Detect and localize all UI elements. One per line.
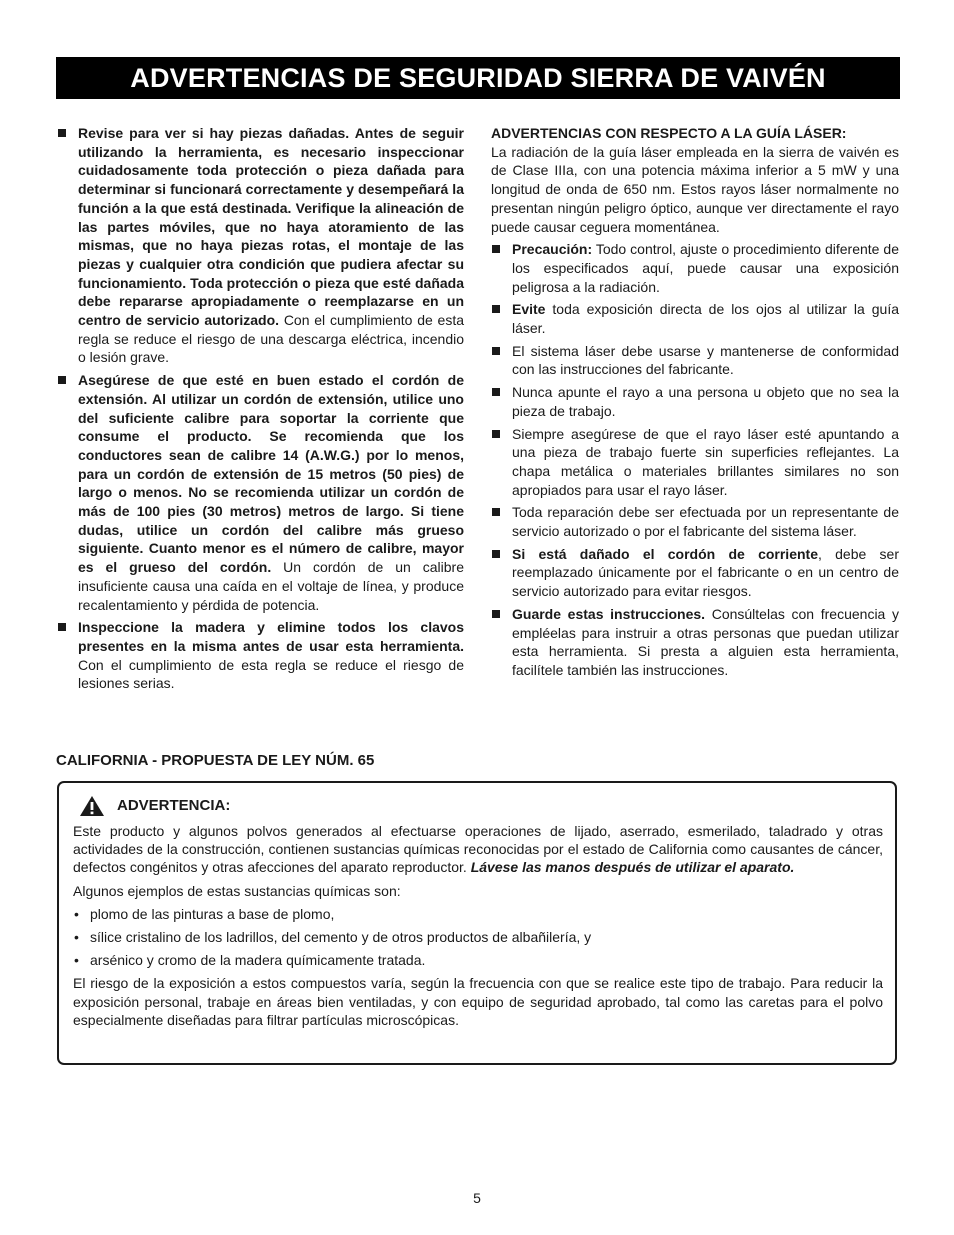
item-text: toda exposición directa de los ojos al utilizar la guía láser. [512, 301, 899, 337]
page-number: 5 [473, 1190, 481, 1206]
square-bullet-icon [492, 550, 500, 558]
list-item: • plomo de las pinturas a base de plomo, [73, 905, 883, 923]
item-text: Un cordón de un calibre insuficiente causa una caída en el voltaje de línea, y produce recalentamiento y pérdida de potencia. [78, 559, 464, 613]
left-column [57, 124, 464, 697]
item-text: Consúltelas con frecuencia y empléelas para instruir a otras personas que puedan utilizar esta herramienta. Si presta a alguien esta herramienta, facilítele también las instrucciones. [512, 605, 899, 678]
square-bullet-icon [492, 388, 500, 396]
warning-box [57, 781, 897, 1065]
square-bullet-icon [58, 376, 66, 384]
square-bullet-icon [492, 305, 500, 313]
left-bullet-list [57, 124, 464, 693]
item-bold-text: Si está dañado el cordón de corriente [512, 545, 818, 562]
right-column [491, 124, 899, 684]
item-bold-text: Precaución: [512, 241, 593, 258]
list-item [491, 605, 899, 680]
title-bar [56, 57, 900, 99]
item-bold-text: Inspeccione la madera y elimine todos los clavos presentes en la misma antes de usar esta herramienta. [78, 619, 464, 654]
square-bullet-icon [58, 129, 66, 137]
warning-text: Este producto y algunos polvos generados al efectuarse operaciones de lijado, aserrado, esmerilado, taladrado y otras actividades de la construcción, contienen sustancias químicas reconocidas por el estado de California como causantes de cáncer, defectos congénitos y otras afecciones del aparato reproductor. [73, 823, 883, 876]
list-item [491, 383, 899, 420]
page-title: ADVERTENCIAS DE SEGURIDAD SIERRA DE VAIVÉN [130, 63, 826, 93]
california-heading: CALIFORNIA - PROPUESTA DE LEY NÚM. 65 [56, 752, 375, 769]
warning-header [79, 795, 883, 817]
list-item: • sílice cristalino de los ladrillos, del cemento y de otros productos de albañilería, y [73, 928, 883, 946]
item-bold-text: Guarde estas instrucciones. [512, 605, 706, 622]
warning-paragraph-1 [73, 822, 883, 877]
item-text: Con el cumplimiento de esta regla se reduce el riesgo de lesiones serias. [78, 656, 464, 692]
warning-triangle-icon [79, 795, 105, 817]
item-text: El sistema láser debe usarse y mantenerse de conformidad con las instrucciones del fabricante. [512, 342, 899, 378]
item-text: Todo control, ajuste o procedimiento diferente de los especificados aquí, puede causar una exposición peligrosa a la radiación. [512, 241, 899, 295]
square-bullet-icon [492, 610, 500, 618]
warning-paragraph-2: Algunos ejemplos de estas sustancias químicas son: [73, 882, 401, 899]
laser-bullet-list [491, 240, 899, 679]
item-text: Siempre asegúrese de que el rayo láser esté apuntando a una pieza de trabajo fuerte sin superficies reflejantes. La chapa metálica o materiales brillantes similares no son apropiados para usar el rayo láser. [512, 425, 899, 498]
square-bullet-icon [492, 347, 500, 355]
item-bold-text: Asegúrese de que esté en buen estado el cordón de extensión. Al utilizar un cordón de extensión, utilice uno del suficiente calibre para soportar la corriente que consume el producto. Se recomienda que los conductores sean de calibre 14 (A.W.G.) por lo menos, para un cordón de extensión de 15 metros (50 pies) de largo o menos. No se recomienda utilizar un cordón de más de 100 pies (30 metros) metros de largo. Si tiene dudas, utilice un cordón del calibre más grueso siguiente. Cuanto menor es el número de calibre, mayor es el grueso del cordón. [78, 372, 464, 576]
wash-hands-emphasis: Lávese las manos después de utilizar el aparato. [470, 859, 795, 876]
list-item [57, 371, 464, 614]
list-item [57, 124, 464, 367]
item-bold-text: Revise para ver si hay piezas dañadas. Antes de seguir utilizando la herramienta, es necesario inspeccionar cuidadosamente toda protección o pieza dañada para determinar si funcionará correctamente y desempeñará la función a la que está destinada. Verifique la alineación de las partes móviles, que no haya atoramiento de las mismas, que no haya piezas rotas, el montaje de las piezas y cualquier otra condición que pudiera afectar su funcionamiento. Toda protección o pieza que esté dañada debe repararse apropiadamente o reemplazarse en un centro de servicio autorizado. [78, 125, 464, 329]
list-item: • arsénico y cromo de la madera químicamente tratada. [73, 951, 883, 969]
list-item [57, 618, 464, 693]
square-bullet-icon [58, 623, 66, 631]
list-item [491, 545, 899, 601]
square-bullet-icon [492, 508, 500, 516]
item-text: Toda reparación debe ser efectuada por un representante de servicio autorizado o por el fabricante del sistema láser. [512, 504, 899, 540]
laser-intro: La radiación de la guía láser empleada en la sierra de vaivén es de Clase IIIa, con una potencia máxima inferior a 5 mW y una longitud de onda de 650 nm. Estos rayos láser normalmente no presentan ningún peligro óptico, aunque ver directamente el rayo puede causar ceguera momentánea. [491, 143, 899, 235]
warning-label: ADVERTENCIA: [117, 796, 231, 814]
square-bullet-icon [492, 245, 500, 253]
warning-paragraph-3: El riesgo de la exposición a estos compuestos varía, según la frecuencia con que se realice este tipo de trabajo. Para reducir la exposición personal, trabaje en áreas bien ventiladas, y con equipo de seguridad aprobado, tal como las caretas para el polvo especialmente diseñadas para filtrar partículas microscópicas. [73, 975, 883, 1028]
item-text: Con el cumplimiento de esta regla se reduce el riesgo de una descarga eléctrica, incendio o lesión grave. [78, 312, 464, 366]
list-item [491, 342, 899, 379]
square-bullet-icon [492, 430, 500, 438]
laser-section-title: ADVERTENCIAS CON RESPECTO A LA GUÍA LÁSER: [491, 125, 847, 141]
chemicals-list [73, 905, 883, 970]
item-text: , debe ser reemplazado únicamente por el fabricante o en un centro de servicio autorizado para evitar riesgos. [512, 545, 899, 600]
list-item [491, 503, 899, 540]
list-item [491, 425, 899, 500]
list-item [491, 300, 899, 337]
item-bold-text: Evite [512, 301, 546, 318]
list-item [491, 240, 899, 296]
item-text: Nunca apunte el rayo a una persona u objeto que no sea la pieza de trabajo. [512, 384, 899, 419]
